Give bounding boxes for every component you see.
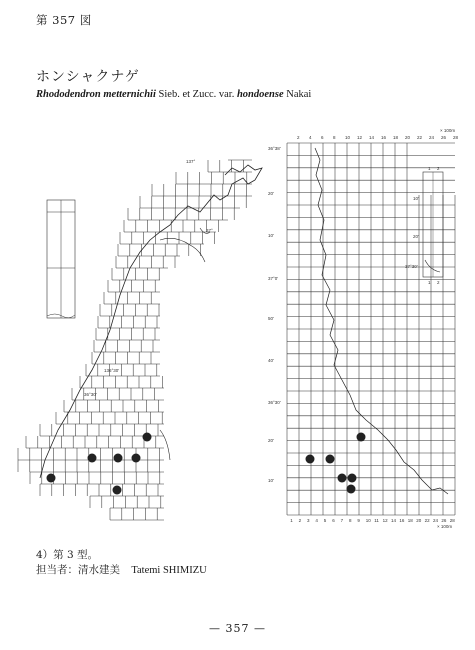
bottom-tick-label: 26	[441, 518, 447, 523]
left-label-37: 37°	[206, 228, 213, 233]
occurrence-dot	[88, 454, 97, 463]
top-tick-label: 14	[369, 135, 375, 140]
inset-tick-b2: 2	[437, 280, 440, 285]
top-tick-label: 10	[345, 135, 351, 140]
top-tick-label: 22	[417, 135, 423, 140]
latin-variety: hondoense	[236, 89, 284, 100]
bottom-tick-label: 6	[332, 518, 335, 523]
right-bottom-ticks	[290, 518, 455, 523]
bottom-tick-label: 14	[391, 518, 397, 523]
bottom-tick-label: 16	[399, 518, 405, 523]
bottom-tick-label: 7	[340, 518, 344, 523]
page-number: — 357 —	[209, 622, 266, 635]
bottom-tick-label: 1	[290, 518, 293, 523]
occurrence-dot	[306, 455, 315, 464]
caption	[36, 548, 207, 578]
latin-genus: Rhododendron metternichii	[36, 89, 156, 100]
figure-number: 第 357 図	[36, 13, 92, 27]
inset-lat-3730: 37°30'	[405, 264, 418, 269]
lat-label: 40'	[268, 358, 274, 363]
occurrence-dot	[113, 486, 122, 495]
bottom-tick-label: 5	[323, 518, 327, 523]
caption-author-line	[36, 563, 207, 578]
top-tick-label: 12	[357, 135, 363, 140]
bottom-tick-label: 10	[365, 518, 371, 523]
occurrence-dot	[47, 474, 56, 483]
bottom-tick-label: 28	[449, 518, 455, 523]
right-top-ticks	[297, 135, 459, 140]
inset-tick-1: 1	[428, 166, 431, 171]
lat-label: 20'	[268, 438, 274, 443]
inset-lat-10: 10'	[413, 196, 419, 201]
occurrence-dot	[132, 454, 141, 463]
author-name: Tatemi SHIMIZU	[131, 565, 207, 576]
lat-label: 36°30'	[268, 400, 281, 405]
lat-label: 36°38'	[268, 146, 281, 151]
top-tick-label: 16	[381, 135, 387, 140]
bottom-tick-label: 18	[407, 518, 413, 523]
occurrence-dot	[347, 485, 356, 494]
species-japanese-name: ホンシャクナゲ	[36, 69, 140, 85]
bottom-tick-label: 4	[315, 518, 318, 523]
bottom-tick-label: 11	[374, 518, 379, 523]
occurrence-dot	[348, 474, 357, 483]
bottom-tick-label: 2	[298, 518, 302, 523]
inset-tick-2: 2	[437, 166, 440, 171]
latin-variety-author: Nakai	[286, 89, 312, 100]
top-tick-label: 6	[321, 135, 324, 140]
bottom-scale-unit: × 100m	[437, 524, 453, 529]
top-scale-unit: × 100m	[440, 128, 456, 133]
occurrence-dot	[326, 455, 335, 464]
bottom-tick-label: 3	[307, 518, 310, 523]
top-tick-label: 18	[393, 135, 399, 140]
bottom-tick-label: 20	[416, 518, 422, 523]
lat-label: 20'	[268, 191, 274, 196]
inset-tick-b1: 1	[428, 280, 431, 285]
latin-author: Sieb. et Zucc. var.	[158, 89, 235, 100]
bottom-tick-label: 12	[382, 518, 388, 523]
top-tick-label: 24	[429, 135, 435, 140]
left-label-3630: 36°30'	[84, 392, 97, 397]
top-tick-label: 2	[297, 135, 300, 140]
left-map-grid	[18, 160, 252, 520]
lat-label: 10'	[268, 478, 274, 483]
right-map	[268, 128, 459, 529]
bottom-tick-label: 24	[433, 518, 439, 523]
occurrence-dot	[338, 474, 347, 483]
caption-type-line: 4）第 3 型。	[36, 549, 99, 561]
left-label-13630: 136°30'	[104, 368, 120, 373]
occurrence-dot	[114, 454, 123, 463]
inset-lat-20: 20'	[413, 234, 419, 239]
lat-label: 10'	[268, 233, 274, 238]
top-tick-label: 8	[333, 135, 336, 140]
top-tick-label: 26	[441, 135, 447, 140]
bottom-tick-label: 9	[357, 518, 360, 523]
right-lat-labels	[268, 146, 281, 483]
top-tick-label: 4	[309, 135, 312, 140]
left-map	[18, 159, 262, 520]
bottom-tick-label: 22	[424, 518, 430, 523]
lat-label: 37°0'	[268, 276, 279, 281]
occurrence-dot	[143, 433, 152, 442]
top-tick-label: 28	[453, 135, 459, 140]
author-role: 担当者：清水建美	[36, 564, 120, 576]
left-label-137: 137°	[186, 159, 196, 164]
top-tick-label: 20	[405, 135, 411, 140]
lat-label: 50'	[268, 316, 274, 321]
bottom-tick-label: 8	[349, 518, 352, 523]
right-map-occurrences	[306, 433, 366, 494]
occurrence-dot	[357, 433, 366, 442]
